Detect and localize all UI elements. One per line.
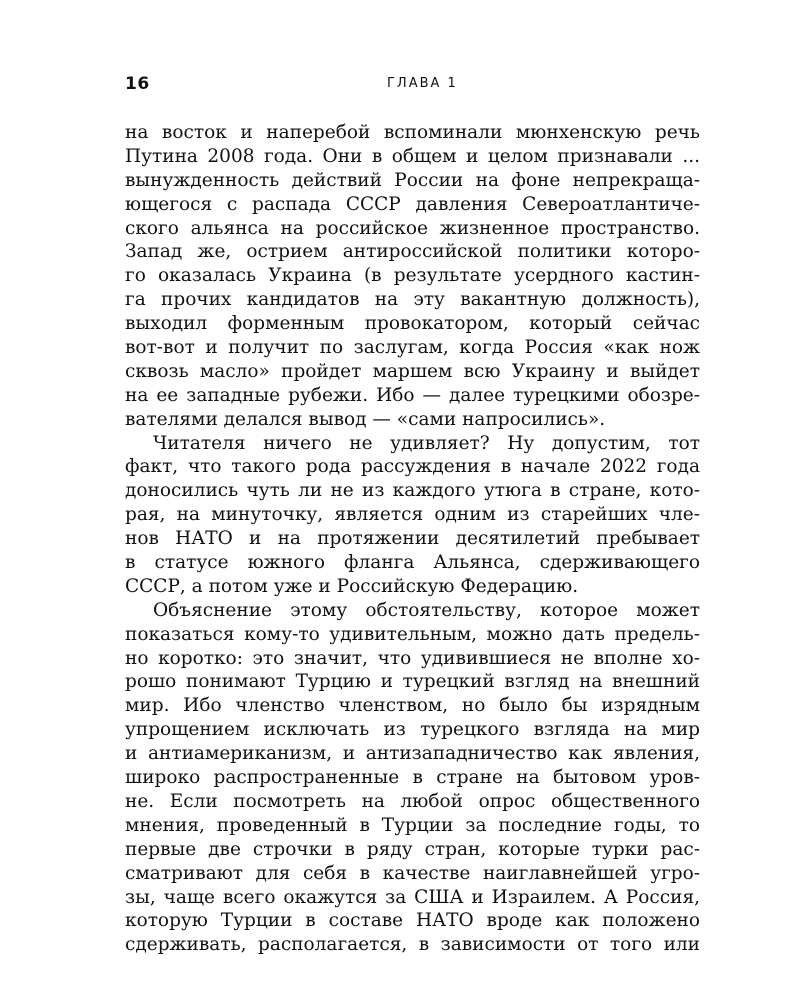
text-line: вателями делался вывод — «сами напросились».: [125, 408, 606, 430]
text-line: в статусе южного фланга Альянса, сдерживающего: [125, 552, 700, 574]
text-line: СССР, а потом уже и Российскую Федерацию.: [125, 575, 579, 597]
chapter-title: ГЛАВА 1: [387, 76, 458, 91]
text-line: показаться кому-то удивительным, можно дать предель-: [125, 623, 700, 645]
text-line: сматривают для себя в качестве наиглавнейшей угро-: [125, 862, 700, 884]
text-line: факт, что такого рода рассуждения в начале 2022 года: [125, 456, 700, 478]
text-line: мир. Ибо членство членством, но было бы изрядным: [125, 695, 700, 717]
text-line: га прочих кандидатов на эту вакантную должность),: [125, 289, 700, 311]
text-line: которую Турции в составе НАТО вроде как положено: [125, 910, 700, 932]
body-text: [125, 121, 700, 957]
text-line: вот-вот и получит по заслугам, когда Россия «как нож: [125, 337, 700, 359]
text-line: но коротко: это значит, что удивившиеся не вполне хо-: [125, 647, 700, 669]
running-head: [125, 74, 700, 98]
text-line: рошо понимают Турцию и турецкий взгляд на внешний: [125, 671, 700, 693]
text-line: Запад же, острием антироссийской политики которо-: [125, 241, 700, 263]
text-line: ского альянса на российское жизненное пространство.: [125, 217, 700, 239]
text-line: рая, на минуточку, является одним из старейших чле-: [125, 504, 700, 526]
text-line: вынужденность действий России на фоне непрекраща-: [125, 169, 700, 191]
page-number: 16: [125, 74, 150, 94]
text-line: го оказалась Украина (в результате усердного кастин-: [125, 265, 700, 287]
text-line: мнения, проведенный в Турции за последние годы, то: [125, 814, 700, 836]
text-line: сквозь масло» пройдет маршем всю Украину и выйдет: [125, 360, 700, 382]
text-line: зы, чаще всего окажутся за США и Израилем. А Россия,: [125, 886, 700, 908]
text-line: и антиамериканизм, и антизападничество как явления,: [125, 743, 700, 765]
text-line: не. Если посмотреть на любой опрос общественного: [125, 790, 700, 812]
text-line: широко распространенные в стране на бытовом уров-: [125, 767, 700, 789]
text-line: нов НАТО и на протяжении десятилетий пребывает: [125, 528, 700, 550]
text-line: на ее западные рубежи. Ибо — далее турецкими обозре-: [125, 384, 700, 406]
text-line: ющегося с распада СССР давления Североатлантиче-: [125, 193, 700, 215]
paragraph: [125, 432, 700, 599]
text-line: Читателя ничего не удивляет? Ну допустим, тот: [153, 432, 700, 454]
text-line: первые две строчки в ряду стран, которые турки рас-: [125, 838, 700, 860]
text-line: на восток и наперебой вспоминали мюнхенскую речь: [125, 122, 700, 143]
text-line: выходил форменным провокатором, который сейчас: [125, 313, 700, 335]
text-line: упрощением исключать из турецкого взгляда на мир: [125, 719, 700, 741]
text-line: доносились чуть ли не из каждого утюга в стране, кото-: [125, 480, 700, 502]
text-line: сдерживать, располагается, в зависимости от того или: [125, 934, 700, 956]
text-line: Путина 2008 года. Они в общем и целом признавали ...: [125, 145, 700, 167]
paragraph: [125, 599, 700, 957]
paragraph: [125, 121, 700, 432]
text-line: Объяснение этому обстоятельству, которое может: [153, 599, 700, 621]
